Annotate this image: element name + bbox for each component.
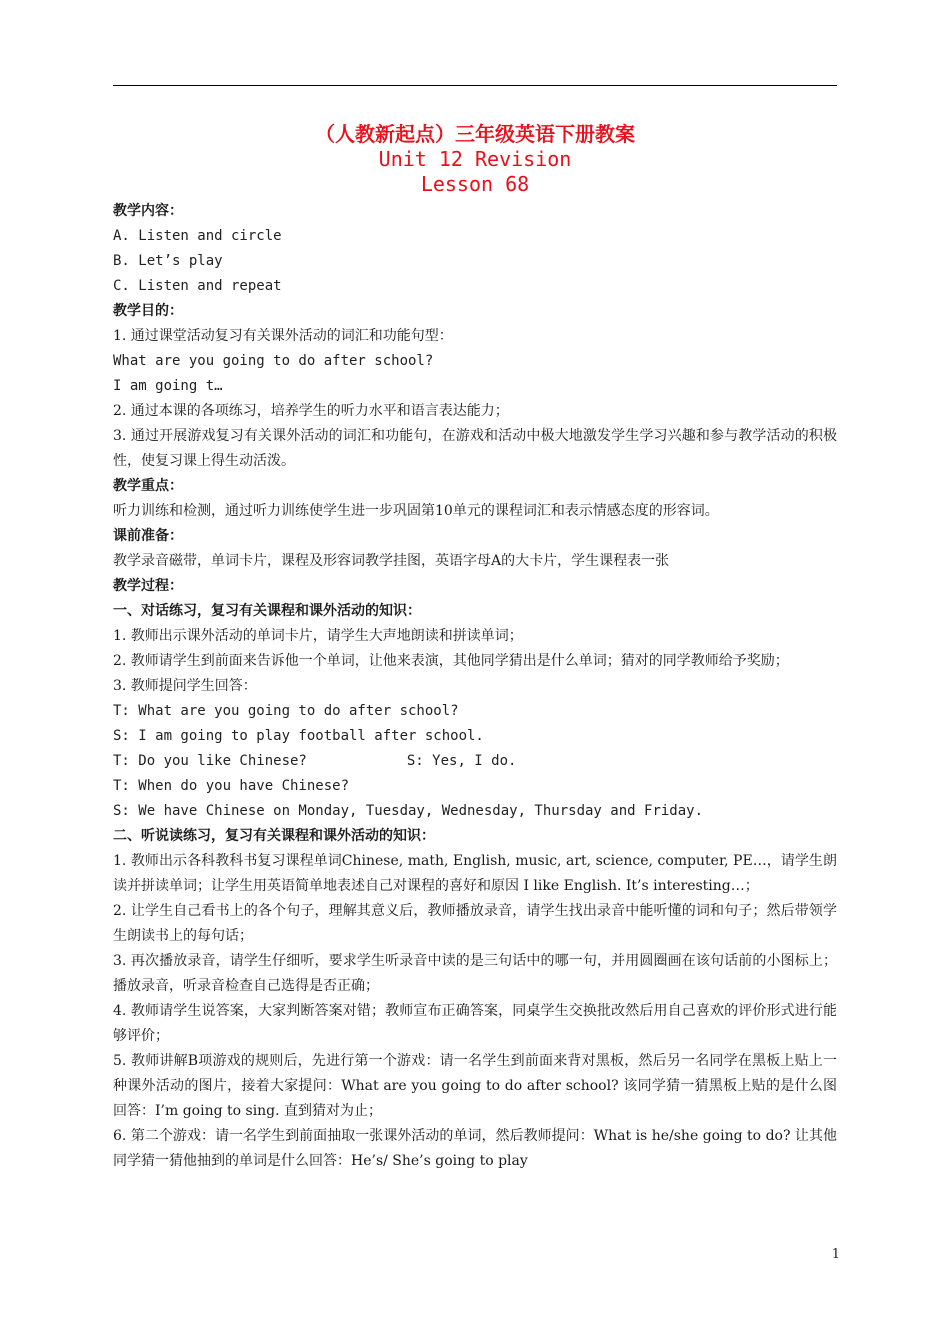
section-1-item-2: 2. 教师请学生到前面来告诉他一个单词，让他来表演，其他同学猜出是什么单词；猜对的同学教师给予奖励；: [113, 653, 789, 669]
document-body: [113, 199, 837, 1174]
section-2-item-3: 3. 再次播放录音，请学生仔细听，要求学生听录音中读的是三句话中的哪一句，并用圆圈画在该句话前的小图标上；播放录音，听录音检查自己选得是否正确；: [113, 953, 837, 994]
goal-item-3: 3. 通过开展游戏复习有关课外活动的词汇和功能句，在游戏和活动中极大地激发学生学习兴趣和参与教学活动的积极性，使复习课上得生动活泼。: [113, 428, 837, 469]
heading-preparation: 课前准备：: [113, 528, 183, 544]
dialogue-line-2: S: I am going to play football after school.: [113, 728, 484, 744]
heading-key-points: 教学重点：: [113, 478, 183, 494]
title-unit: Unit 12 Revision: [378, 147, 572, 171]
dialogue-line-5: S: We have Chinese on Monday, Tuesday, Wednesday, Thursday and Friday.: [113, 803, 704, 819]
title-chinese: （人教新起点）三年级英语下册教案: [315, 122, 635, 146]
section-2-item-5: 5. 教师讲解B项游戏的规则后，先进行第一个游戏：请一名学生到前面来背对黑板，然后另一名同学在黑板上贴上一种课外活动的图片，接着大家提问：What are you going to do after school? 该同学猜一猜黑板上贴的是什么图回答：I’m going to sing. 直到猜对为止；: [113, 1053, 837, 1119]
heading-goals: 教学目的：: [113, 303, 183, 319]
dialogue-line-3-question: T: Do you like Chinese?: [113, 753, 307, 769]
header-rule: [113, 85, 837, 86]
section-2-item-2: 2. 让学生自己看书上的各个句子，理解其意义后，教师播放录音，请学生找出录音中能听懂的词和句子；然后带领学生朗读书上的每句话；: [113, 903, 837, 944]
dialogue-line-3-answer: S: Yes, I do.: [406, 753, 517, 769]
section-1-title: 一、对话练习，复习有关课程和课外活动的知识：: [113, 603, 421, 619]
section-2-item-6: 6. 第二个游戏：请一名学生到前面抽取一张课外活动的单词，然后教师提问：What is he/she going to do? 让其他同学猜一猜他抽到的单词是什么回答：He’s/ She’s going to play: [113, 1128, 837, 1169]
content-item-c: C. Listen and repeat: [113, 278, 282, 294]
section-2-item-1: 1. 教师出示各科教科书复习课程单词Chinese, math, English, music, art, science, computer, PE…，请学生朗读并拼读单词；让学生用英语简单地表述自己对课程的喜好和原因 I like English. It’s interesting…；: [113, 853, 837, 894]
page-number: 1: [831, 1247, 840, 1262]
goal-item-2: 2. 通过本课的各项练习，培养学生的听力水平和语言表达能力；: [113, 403, 509, 419]
section-1-item-3: 3. 教师提问学生回答：: [113, 678, 257, 694]
section-2-title: 二、听说读练习，复习有关课程和课外活动的知识：: [113, 828, 435, 844]
dialogue-line-4: T: When do you have Chinese?: [113, 778, 350, 794]
document-title: [113, 122, 837, 197]
goal-answer: I am going t…: [113, 378, 223, 394]
heading-content: 教学内容：: [113, 203, 183, 219]
goal-item-1: 1. 通过课堂活动复习有关课外活动的词汇和功能句型：: [113, 328, 453, 344]
key-points-text: 听力训练和检测，通过听力训练使学生进一步巩固第10单元的课程词汇和表示情感态度的形容词。: [113, 503, 719, 519]
content-item-b: B. Let’s play: [113, 253, 223, 269]
goal-question: What are you going to do after school?: [113, 353, 434, 369]
dialogue-line-1: T: What are you going to do after school?: [113, 703, 459, 719]
section-1-item-1: 1. 教师出示课外活动的单词卡片，请学生大声地朗读和拼读单词；: [113, 628, 523, 644]
preparation-text: 教学录音磁带，单词卡片，课程及形容词教学挂图，英语字母A的大卡片，学生课程表一张: [113, 553, 670, 569]
heading-process: 教学过程：: [113, 578, 183, 594]
dialogue-line-3: [113, 749, 837, 774]
section-2-item-4: 4. 教师请学生说答案，大家判断答案对错；教师宣布正确答案，同桌学生交换批改然后用自己喜欢的评价形式进行能够评价；: [113, 1003, 837, 1044]
content-item-a: A. Listen and circle: [113, 228, 282, 244]
title-lesson: Lesson 68: [420, 172, 530, 196]
